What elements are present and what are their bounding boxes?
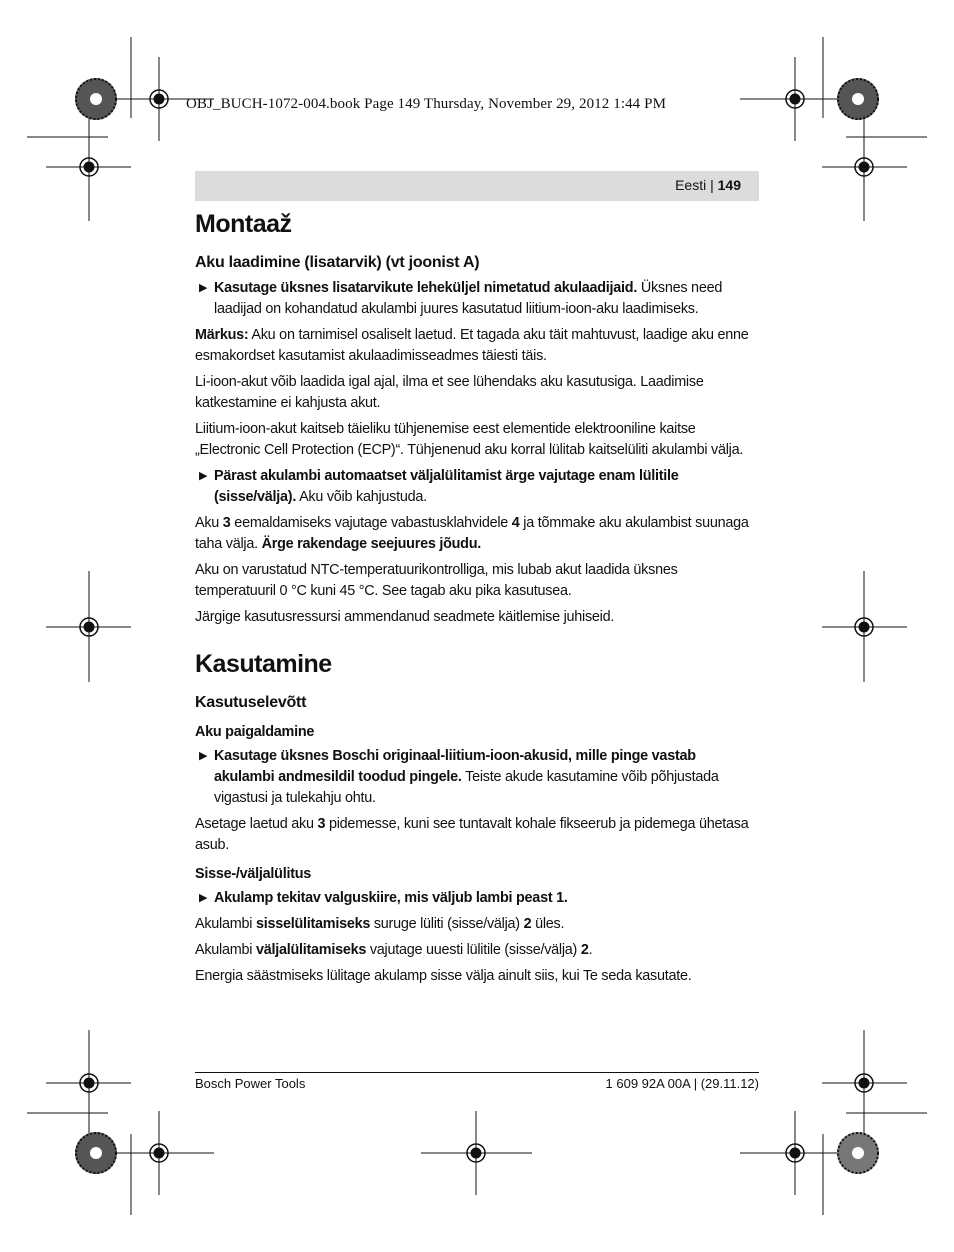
header-separator: | [710,177,714,193]
bullet-triangle-icon: ▶ [199,470,208,482]
paragraph: Asetage laetud aku 3 pidemesse, kuni see tuntavalt kohale fikseerub ja pidemega ühetasa asub. [195,816,749,853]
subheading-aku-paigaldamine: Aku paigaldamine [195,724,315,740]
footer-left: Bosch Power Tools [195,1076,306,1091]
bullet-item: ▶ Kasutage üksnes lisatarvikute leheküljel nimetatud akulaadijaid. Üksnes need laadijad on kohandatud akulambi juures kasutatud liitium-ioon-aku laadimiseks. [199,280,723,317]
paragraph: Järgige kasutusressursi ammendanud seadmete käitlemise juhiseid. [195,609,615,625]
bullet-item: ▶ Akulamp tekitav valguskiire, mis väljub lambi peast 1. [195,888,759,909]
section-title-montaaz: Montaaž [195,210,292,238]
page-header [675,177,741,193]
subheading-sisse-valjalulitus: Sisse-/väljalülitus [195,866,312,882]
bullet-item: ▶ Pärast akulambi automaatset väljalülitamist ärge vajutage enam lülitile (sisse/välja). Aku võib kahjustuda. [199,468,679,505]
footer-right: 1 609 92A 00A | (29.11.12) [605,1076,759,1091]
paragraph: Akulambi sisselülitamiseks suruge lüliti (sisse/välja) 2 üles. [195,916,565,932]
print-slug: OBJ_BUCH-1072-004.book Page 149 Thursday, November 29, 2012 1:44 PM [186,96,667,112]
paragraph: Li-ioon-akut võib laadida igal ajal, ilma et see lühendaks aku kasutusiga. Laadimise katkestamine ei kahjusta akut. [195,374,704,411]
paragraph: Aku 3 eemaldamiseks vajutage vabastusklahvidele 4 ja tõmmake aku akulambist suunaga taha välja. Ärge rakendage seejuures jõudu. [195,515,749,552]
header-page-number: 149 [717,177,741,193]
header-language: Eesti [675,177,707,193]
paragraph: Energia säästmiseks lülitage akulamp sisse välja ainult siis, kui Te seda kasutate. [195,968,692,984]
bullet-triangle-icon: ▶ [199,750,208,762]
bullet-triangle-icon: ▶ [199,892,208,904]
footer-rule [195,1072,759,1073]
note-paragraph: Märkus: Aku on tarnimisel osaliselt laetud. Et tagada aku täit mahtuvust, laadige aku enne esmakordset kasutamist akulaadimisseadmes täiesti täis. [195,327,749,364]
bullet-triangle-icon: ▶ [199,282,208,294]
page-content [195,206,759,987]
paragraph: Liitium-ioon-akut kaitseb täieliku tühjenemise eest elementide elektrooniline kaitse „Electronic Cell Protection (ECP)“. Tühjenenud aku korral lülitab kaitselüliti akulambi välja. [195,421,744,458]
section-title-kasutamine: Kasutamine [195,650,332,678]
page-header-bar [195,171,759,201]
paragraph: Aku on varustatud NTC-temperatuurikontrolliga, mis lubab akut laadida üksnes temperatuuril 0 °C kuni 45 °C. See tagab aku pika kasutusea. [195,562,678,599]
bullet-item: ▶ Kasutage üksnes Boschi originaal-liitium-ioon-akusid, mille pinge vastab akulambi andmesildil toodud pingele. Teiste akude kasutamine võib põhjustada vigastusi ja tulekahju ohtu. [199,748,719,806]
subheading-kasutuselevott: Kasutuselevõtt [195,694,307,711]
paragraph: Akulambi väljalülitamiseks vajutage uuesti lülitile (sisse/välja) 2. [195,942,593,958]
subheading-battery-charging: Aku laadimine (lisatarvik) (vt joonist A) [195,254,480,271]
